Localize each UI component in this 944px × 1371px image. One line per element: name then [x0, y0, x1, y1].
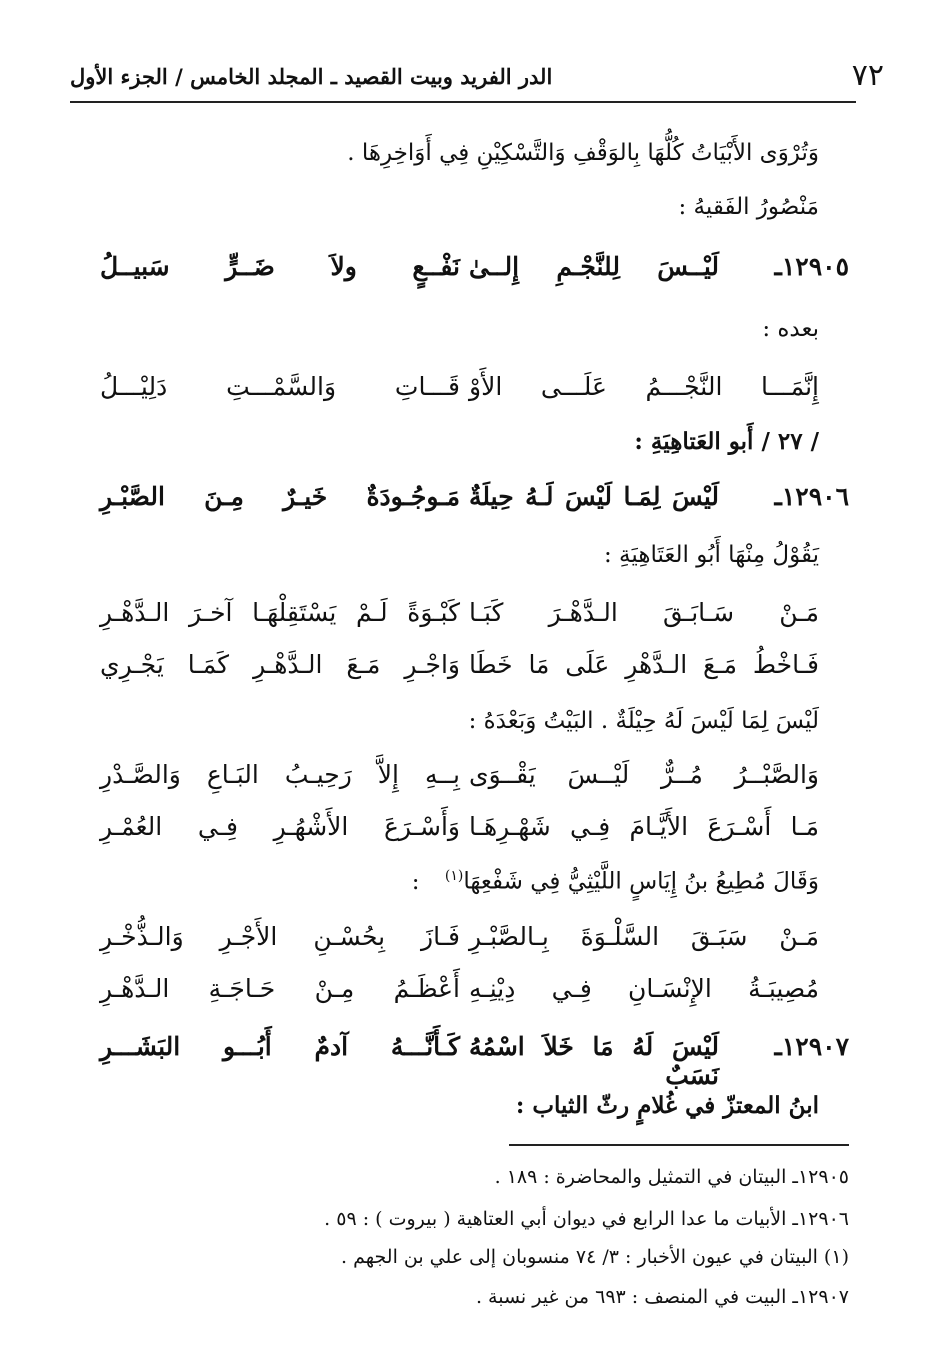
footnote-marker: (١) [444, 868, 464, 884]
second-hemistich: كَـأَنَّـــهُ آدمٌ أَبُـــو البَشَـــرِ [100, 1032, 460, 1061]
author-heading: مَنْصُورُ الفَقيهُ : [678, 194, 819, 220]
verse-12906 [100, 482, 849, 526]
mid-line: لَيْسَ لِمَا لَيْسَ لَهُ حِيْلَةٌ . البَيْتُ وَبَعْدَهُ : [468, 708, 819, 734]
page-number: ٧٢ [851, 58, 884, 93]
second-hemistich: فَـازَ بِحُسْـنِ الأَجْـرِ وَالـذُّخْـرِ [100, 922, 460, 951]
verse-line [100, 812, 849, 856]
second-hemistich: كَبْـوَةً لَـمْ يَسْتَقِلْهَـا آخـرَ الـدَّهْـرِ [100, 598, 460, 627]
attribution-line [412, 868, 819, 895]
second-hemistich: نَفْــعٍ ولاَ ضَــرٍّ سَبيــلُ [100, 252, 460, 281]
verse-line [100, 598, 849, 642]
first-hemistich: مَـنْ سَبَـقَ السَّلْـوَةَ بِـالصَّبْـرِ [469, 922, 819, 951]
first-hemistich: مُصِيبَـةُ الإِنْسَـانِ فِـي دِيْنِـهِ [469, 974, 819, 1003]
verse-number: ١٢٩٠٧ـ [774, 1032, 849, 1061]
first-hemistich: وَالصَّبْــرُ مُــرٌّ لَيْــسَ يَقْــوَى [469, 760, 819, 789]
second-hemistich: وَأَسْـرَعَ الأَشْهُـرِ فِـي العُمْـرِ [100, 812, 460, 841]
author-heading: ابنُ المعتزّ في غُلامٍ رثّ الثياب : [515, 1092, 819, 1119]
attribution-colon: : [411, 868, 420, 895]
second-hemistich: مَـوجُـودَةٌ خَيـرٌ مِـنَ الصَّبْـرِ [100, 482, 460, 511]
verse-number: ١٢٩٠٥ـ [774, 252, 849, 281]
footnote: (١) البيتان في عيون الأخبار : ٣/ ٧٤ منسوبان إلى علي بن الجهم . [341, 1246, 849, 1268]
first-hemistich: فَـاخْطُ مَـعَ الـدَّهْرِ عَلَى مَا خَطَا [469, 650, 819, 679]
verse-number: ١٢٩٠٦ـ [774, 482, 849, 511]
second-hemistich: قَـــاتِ وَالسَّمْـــتِ دَلِيْـــلُ [100, 372, 460, 401]
footnote-rule [509, 1144, 849, 1146]
attribution-text: وَقَالَ مُطِيعُ بنُ إِيَاسٍ اللَّيْثِيُّ فِي شَفْعِهَا [463, 868, 819, 895]
second-hemistich: أَعْظَـمُ مِـنْ حَـاجَـةِ الـدَّهْـرِ [100, 974, 460, 1003]
footnote: ١٢٩٠٧ـ البيت في المنصف : ٦٩٣ من غير نسبة . [475, 1286, 849, 1308]
first-hemistich: لَيْسَ لَهُ مَا خَلاَ اسْمُهُ نَسَبٌ [469, 1032, 719, 1090]
running-header: الدر الفريد وبيت القصيد ـ المجلد الخامس / الجزء الأول [70, 64, 553, 89]
first-hemistich: مَـا أَسْـرَعَ الأَيَّـامَ فِـي شَهْـرِهَـا [469, 812, 819, 841]
verse-line [100, 922, 849, 966]
verse-line [100, 372, 849, 416]
after-label: بعده : [762, 316, 819, 342]
verse-line [100, 974, 849, 1018]
verse-line [100, 650, 849, 694]
reference-heading: / ٢٧ / أَبو العَتاهِيَةِ : [634, 428, 819, 455]
verse-12905 [100, 252, 849, 296]
intro-line: وَتُرْوَى الأَبْيَاتُ كُلُّهَا بِالوَقْفِ وَالتَّسْكِيْنِ فِي أَوَاخِرِهَا . [347, 140, 819, 166]
first-hemistich: لَيْــسَ لِلنَّجْـمِ إِلــىٰ [469, 252, 719, 281]
verse-12907 [100, 1032, 849, 1090]
header-rule [70, 101, 856, 103]
second-hemistich: وَاجْـرِ مَـعَ الـدَّهْـرِ كَمَـا يَجْـرِي [100, 650, 460, 679]
footnote: ١٢٩٠٥ـ البيتان في التمثيل والمحاضرة : ١٨٩ . [494, 1166, 849, 1188]
first-hemistich: إِنَّمَـــا النَّجْـــمُ عَلَـــى الأَوْ [469, 372, 819, 401]
second-hemistich: بِــهِ إِلاَّ رَحِيـبُ البَـاعِ وَالصَّـدْرِ [100, 760, 460, 789]
says-line: يَقُوْلُ مِنْهَا أَبُو العَتَاهِيَةِ : [603, 542, 819, 568]
verse-line [100, 760, 849, 804]
first-hemistich: مَـنْ سَـابَـقَ الـدَّهْـرَ كَبَـا [469, 598, 819, 627]
footnote: ١٢٩٠٦ـ الأبيات ما عدا الرابع في ديوان أبي العتاهية ( بيروت ) : ٥٩ . [324, 1208, 849, 1230]
first-hemistich: لَيْسَ لِمَـا لَيْسَ لَـهُ حِيلَةٌ [469, 482, 719, 511]
